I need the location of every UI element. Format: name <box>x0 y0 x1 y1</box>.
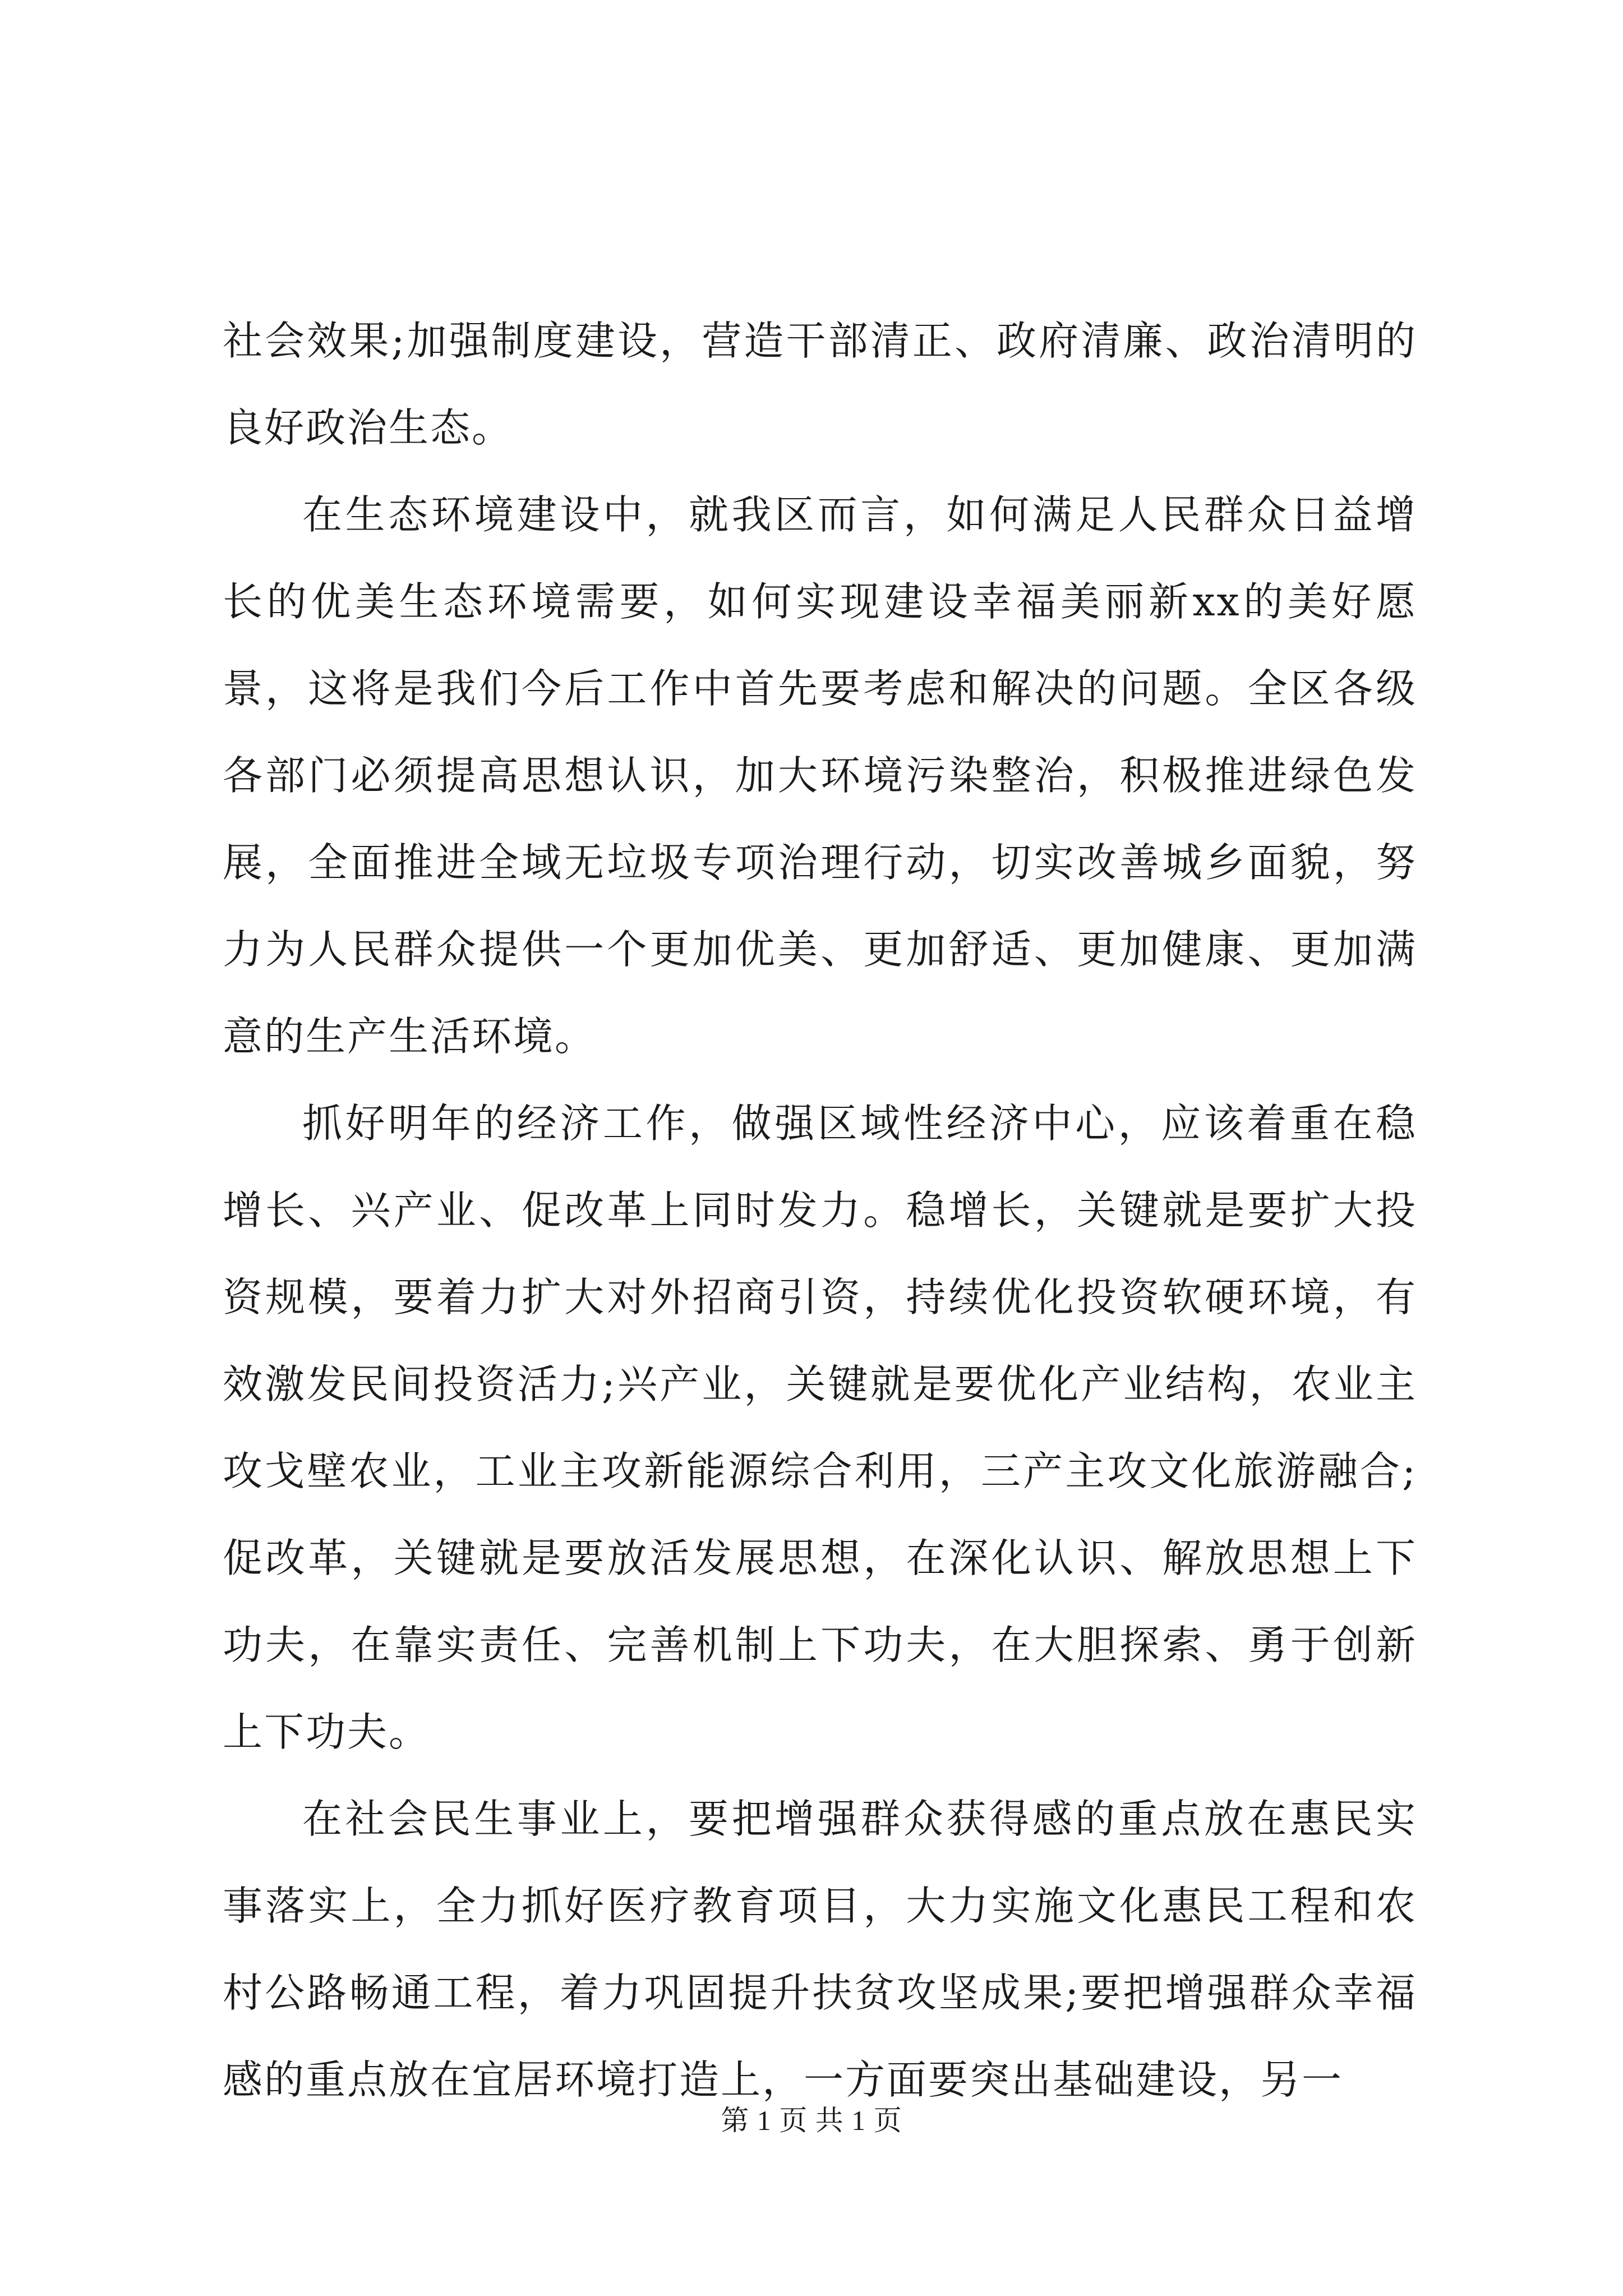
page-number-footer: 第 1 页 共 1 页 <box>721 2105 902 2136</box>
paragraph-4: 在社会民生事业上，要把增强群众获得感的重点放在惠民实事落实上，全力抓好医疗教育项目，大力实施文化惠民工程和农村公路畅通工程，着力巩固提升扶贫攻坚成果;要把增强群众幸福感的重点放在宜居环境打造上，一方面要突出基础建设，另一 <box>223 1796 1417 2103</box>
paragraph-1: 社会效果;加强制度建设，营造干部清正、政府清廉、政治清明的良好政治生态。 <box>223 318 1417 451</box>
paragraph-3: 抓好明年的经济工作，做强区域性经济中心，应该着重在稳增长、兴产业、促改革上同时发力。稳增长，关键就是要扩大投资规模，要着力扩大对外招商引资，持续优化投资软硬环境，有效激发民间投资活力;兴产业，关键就是要优化产业结构，农业主攻戈壁农业，工业主攻新能源综合利用，三产主攻文化旅游融合;促改革，关键就是要放活发展思想，在深化认识、解放思想上下功夫，在靠实责任、完善机制上下功夫，在大胆探索、勇于创新上下功夫。 <box>223 1100 1417 1755</box>
document-body <box>223 297 1417 2123</box>
paragraph-2: 在生态环境建设中，就我区而言，如何满足人民群众日益增长的优美生态环境需要，如何实现建设幸福美丽新xx的美好愿景，这将是我们今后工作中首先要考虑和解决的问题。全区各级各部门必须提高思想认识，加大环境污染整治，积极推进绿色发展，全面推进全域无垃圾专项治理行动，切实改善城乡面貌，努力为人民群众提供一个更加优美、更加舒适、更加健康、更加满意的生产生活环境。 <box>223 491 1417 1060</box>
